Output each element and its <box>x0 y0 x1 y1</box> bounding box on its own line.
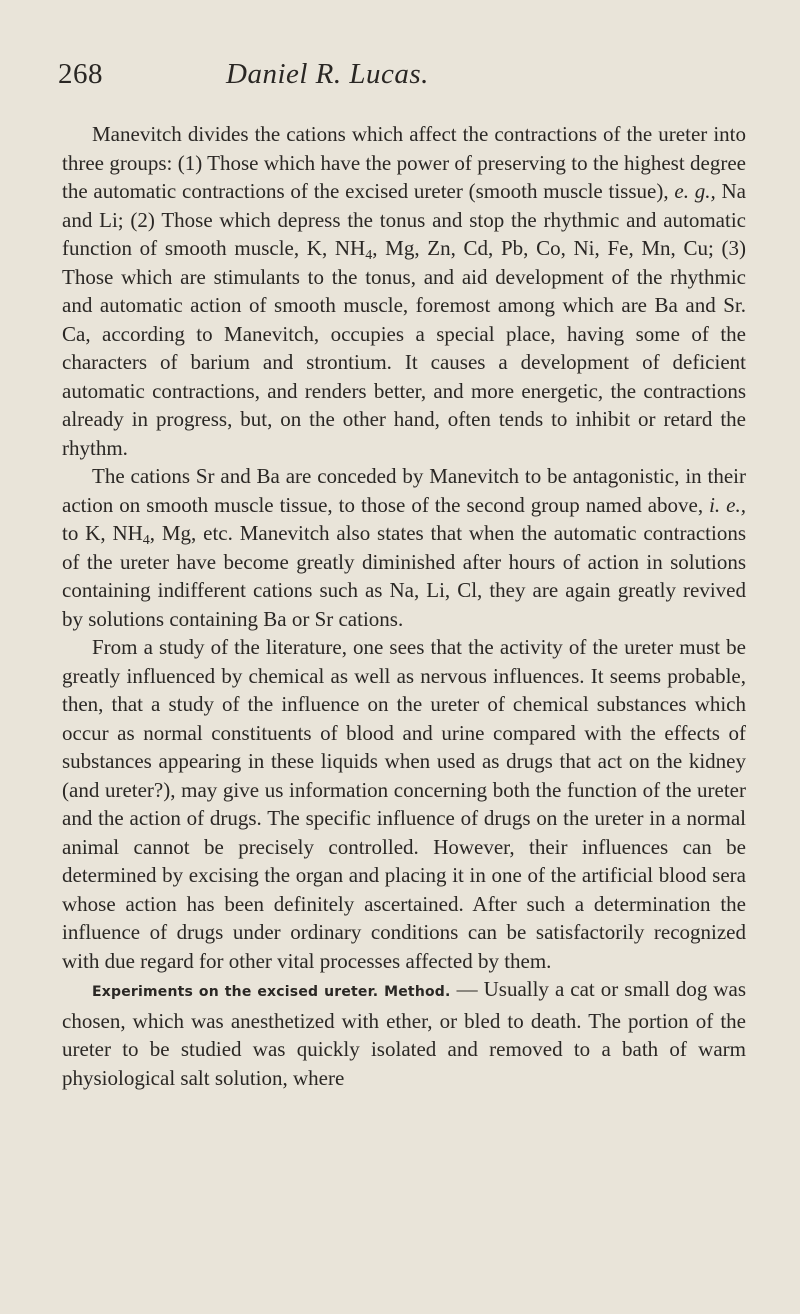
paragraph-4-text: — Usually a cat or small dog was chosen, which was anesthetized with ether, or bled to death. The portion of the ureter to be studied was quickly isolated and removed to a bath of warm physiological salt solution, where <box>62 977 746 1090</box>
paragraph-4 <box>62 975 746 1092</box>
section-heading: Experiments on the excised ureter. Method. <box>92 984 451 1000</box>
paragraph-2 <box>62 462 746 633</box>
paragraph-1-part-a: Manevitch divides the cations which affect the contractions of the ureter into three groups: (1) Those which have the power of preserving to the highest degree the automatic contractions of the excised ureter (smooth muscle tissue), <box>62 122 746 203</box>
subscript-4: 4 <box>365 248 373 263</box>
paragraph-1-part-b: Na and Li; (2) Those which depress the tonus and stop the rhythmic and automatic function of smooth muscle, K, NH <box>62 179 747 260</box>
paragraph-3: From a study of the literature, one sees that the activity of the ureter must be greatly influenced by chemical as well as nervous influences. It seems probable, then, that a study of the influence on the ureter of chemical substances which occur as normal constituents of blood and urine compared with the effects of substances appearing in these liquids when used as drugs that act on the kidney (and ureter?), may give us information concerning both the function of the ureter and the action of drugs. The specific influence of drugs on the ureter in a normal animal cannot be precisely controlled. However, their influences can be determined by excising the organ and placing it in one of the artificial blood sera whose action has been definitely ascertained. After such a determination the influence of drugs under ordinary conditions can be satisfactorily recognized with due regard for other vital processes affected by them. <box>62 635 746 973</box>
paragraph-1 <box>62 120 746 462</box>
running-head: Daniel R. Lucas. <box>226 58 429 90</box>
paragraph-1-part-c: , Mg, Zn, Cd, Pb, Co, Ni, Fe, Mn, Cu; (3) Those which are stimulants to the tonus, and aid development of the rhythmic and automatic action of smooth muscle, foremost among which are Ba and Sr. Ca, according to Manevitch, occupies a special place, having some of the characters of barium and strontium. It causes a development of deficient automatic contractions, and renders better, and more energetic, the contractions already in progress, but, on the other hand, often tends to inhibit or retard the rhythm. <box>62 236 746 460</box>
paragraph-2-part-c: , Mg, etc. Manevitch also states that when the automatic contractions of the ureter have become greatly diminished after hours of action in solutions containing indifferent cations such as Na, Li, Cl, they are again greatly revived by solutions containing Ba or Sr cations. <box>62 521 746 631</box>
paragraph-2-part-a: The cations Sr and Ba are conceded by Manevitch to be antagonistic, in their action on smooth muscle tissue, to those of the second group named above, <box>62 464 746 517</box>
subscript-4: 4 <box>142 533 150 548</box>
abbreviation-ie: i. e., <box>709 492 746 517</box>
page-header <box>58 58 748 98</box>
page-number: 268 <box>58 58 103 90</box>
body-text <box>62 120 746 1092</box>
abbreviation-eg: e. g., <box>674 179 716 203</box>
paragraph-2-part-b: to K, NH <box>62 521 143 545</box>
